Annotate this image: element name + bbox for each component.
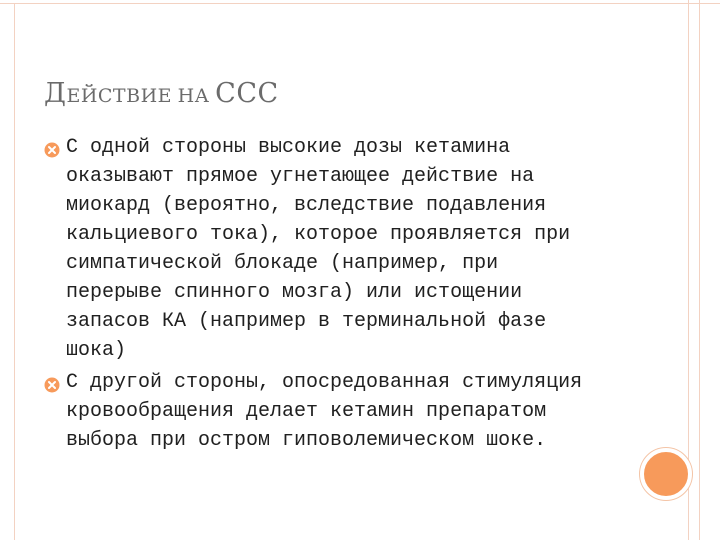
bullet-text-1: С одной стороны высокие дозы кетамина оказывают прямое угнетающее действие на миокард (вероятно, вследствие подавления кальциевого тока), которое проявляется при симпатической блокаде (например, при перерыве спинного мозга) или истощении запасов КА (например в терминальной фазе шока) <box>66 136 571 362</box>
frame-line-right-outer <box>699 0 700 540</box>
frame-line-left <box>14 3 15 540</box>
decorative-circle <box>640 448 692 500</box>
frame-line-right-inner <box>688 0 689 540</box>
title-word-3: ССС <box>215 78 279 109</box>
title-word-1-rest: ЕЙСТВИЕ <box>66 85 173 107</box>
bullet-item-1 <box>44 133 624 365</box>
title-word-2: НА <box>177 85 210 107</box>
circle-cross-icon <box>44 139 60 155</box>
slide-content <box>44 133 624 455</box>
title-initial-cap: Д <box>44 78 67 109</box>
circle-cross-icon <box>44 374 60 390</box>
frame-line-top <box>0 3 720 4</box>
bullet-item-2 <box>44 368 624 455</box>
bullet-text-2: С другой стороны, опосредованная стимуляция кровообращения делает кетамин препаратом выбора при остром гиповолемическом шоке. <box>66 371 583 452</box>
slide-title <box>44 78 279 109</box>
